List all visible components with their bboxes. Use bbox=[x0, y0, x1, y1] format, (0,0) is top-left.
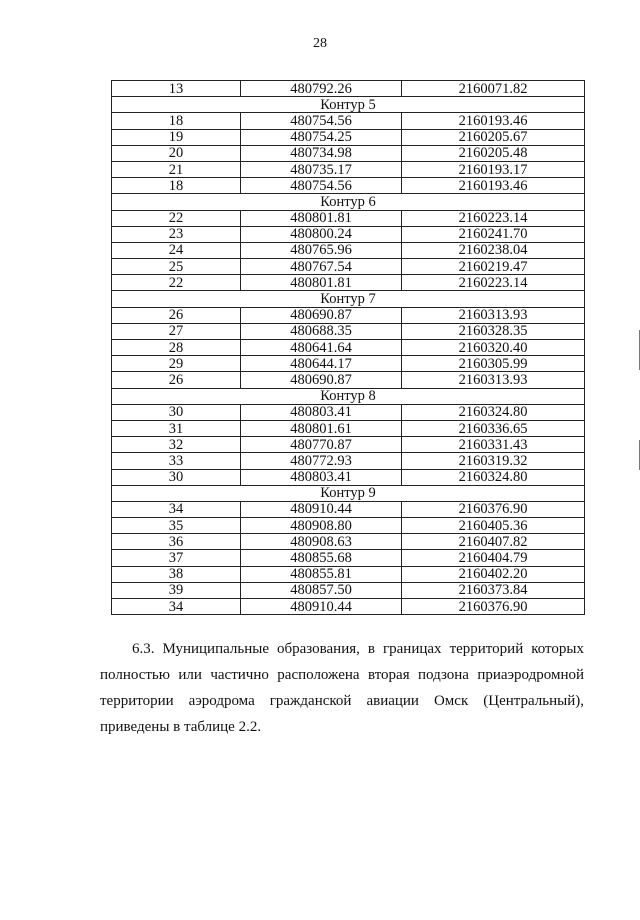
contour-header-row bbox=[112, 97, 585, 113]
y-coordinate-cell: 2160324.80 bbox=[402, 469, 585, 485]
y-coordinate-cell: 2160324.80 bbox=[402, 404, 585, 420]
x-coordinate-cell: 480754.25 bbox=[241, 129, 402, 145]
x-coordinate-cell: 480800.24 bbox=[241, 226, 402, 242]
contour-header-row bbox=[112, 194, 585, 210]
y-coordinate-cell: 2160071.82 bbox=[402, 81, 585, 97]
point-number-cell: 24 bbox=[112, 242, 241, 258]
contour-label: Контур 5 bbox=[112, 97, 585, 113]
table-row bbox=[112, 534, 585, 550]
y-coordinate-cell: 2160404.79 bbox=[402, 550, 585, 566]
x-coordinate-cell: 480803.41 bbox=[241, 469, 402, 485]
point-number-cell: 30 bbox=[112, 404, 241, 420]
y-coordinate-cell: 2160313.93 bbox=[402, 372, 585, 388]
contour-label: Контур 6 bbox=[112, 194, 585, 210]
point-number-cell: 26 bbox=[112, 372, 241, 388]
table-row bbox=[112, 437, 585, 453]
table-row bbox=[112, 550, 585, 566]
table-row bbox=[112, 129, 585, 145]
table-row bbox=[112, 582, 585, 598]
point-number-cell: 31 bbox=[112, 420, 241, 436]
y-coordinate-cell: 2160219.47 bbox=[402, 259, 585, 275]
y-coordinate-cell: 2160205.48 bbox=[402, 145, 585, 161]
y-coordinate-cell: 2160313.93 bbox=[402, 307, 585, 323]
point-number-cell: 20 bbox=[112, 145, 241, 161]
point-number-cell: 26 bbox=[112, 307, 241, 323]
x-coordinate-cell: 480641.64 bbox=[241, 340, 402, 356]
y-coordinate-cell: 2160405.36 bbox=[402, 518, 585, 534]
x-coordinate-cell: 480735.17 bbox=[241, 161, 402, 177]
x-coordinate-cell: 480792.26 bbox=[241, 81, 402, 97]
y-coordinate-cell: 2160402.20 bbox=[402, 566, 585, 582]
table-row bbox=[112, 275, 585, 291]
page-number: 28 bbox=[313, 36, 327, 51]
x-coordinate-cell: 480803.41 bbox=[241, 404, 402, 420]
x-coordinate-cell: 480734.98 bbox=[241, 145, 402, 161]
contour-header-row bbox=[112, 485, 585, 501]
y-coordinate-cell: 2160238.04 bbox=[402, 242, 585, 258]
point-number-cell: 35 bbox=[112, 518, 241, 534]
table-row bbox=[112, 599, 585, 615]
y-coordinate-cell: 2160373.84 bbox=[402, 582, 585, 598]
y-coordinate-cell: 2160407.82 bbox=[402, 534, 585, 550]
table-row bbox=[112, 210, 585, 226]
y-coordinate-cell: 2160205.67 bbox=[402, 129, 585, 145]
y-coordinate-cell: 2160376.90 bbox=[402, 599, 585, 615]
table-row bbox=[112, 356, 585, 372]
table-row bbox=[112, 259, 585, 275]
table-row bbox=[112, 145, 585, 161]
x-coordinate-cell: 480908.63 bbox=[241, 534, 402, 550]
point-number-cell: 27 bbox=[112, 323, 241, 339]
point-number-cell: 39 bbox=[112, 582, 241, 598]
x-coordinate-cell: 480908.80 bbox=[241, 518, 402, 534]
point-number-cell: 30 bbox=[112, 469, 241, 485]
x-coordinate-cell: 480690.87 bbox=[241, 307, 402, 323]
x-coordinate-cell: 480855.68 bbox=[241, 550, 402, 566]
point-number-cell: 33 bbox=[112, 453, 241, 469]
table-row bbox=[112, 372, 585, 388]
point-number-cell: 23 bbox=[112, 226, 241, 242]
y-coordinate-cell: 2160331.43 bbox=[402, 437, 585, 453]
contour-header-row bbox=[112, 388, 585, 404]
x-coordinate-cell: 480690.87 bbox=[241, 372, 402, 388]
point-number-cell: 18 bbox=[112, 113, 241, 129]
point-number-cell: 37 bbox=[112, 550, 241, 566]
table-row bbox=[112, 323, 585, 339]
point-number-cell: 18 bbox=[112, 178, 241, 194]
y-coordinate-cell: 2160223.14 bbox=[402, 210, 585, 226]
x-coordinate-cell: 480855.81 bbox=[241, 566, 402, 582]
y-coordinate-cell: 2160223.14 bbox=[402, 275, 585, 291]
y-coordinate-cell: 2160320.40 bbox=[402, 340, 585, 356]
x-coordinate-cell: 480801.81 bbox=[241, 210, 402, 226]
x-coordinate-cell: 480765.96 bbox=[241, 242, 402, 258]
x-coordinate-cell: 480772.93 bbox=[241, 453, 402, 469]
table-row bbox=[112, 226, 585, 242]
point-number-cell: 13 bbox=[112, 81, 241, 97]
point-number-cell: 29 bbox=[112, 356, 241, 372]
y-coordinate-cell: 2160305.99 bbox=[402, 356, 585, 372]
table-row bbox=[112, 242, 585, 258]
table-row bbox=[112, 420, 585, 436]
point-number-cell: 36 bbox=[112, 534, 241, 550]
table-row bbox=[112, 518, 585, 534]
x-coordinate-cell: 480754.56 bbox=[241, 113, 402, 129]
x-coordinate-cell: 480767.54 bbox=[241, 259, 402, 275]
point-number-cell: 32 bbox=[112, 437, 241, 453]
table-row bbox=[112, 113, 585, 129]
contour-label: Контур 8 bbox=[112, 388, 585, 404]
contour-label: Контур 7 bbox=[112, 291, 585, 307]
table-row bbox=[112, 307, 585, 323]
y-coordinate-cell: 2160336.65 bbox=[402, 420, 585, 436]
x-coordinate-cell: 480801.81 bbox=[241, 275, 402, 291]
point-number-cell: 34 bbox=[112, 501, 241, 517]
point-number-cell: 28 bbox=[112, 340, 241, 356]
x-coordinate-cell: 480910.44 bbox=[241, 501, 402, 517]
y-coordinate-cell: 2160376.90 bbox=[402, 501, 585, 517]
y-coordinate-cell: 2160241.70 bbox=[402, 226, 585, 242]
x-coordinate-cell: 480910.44 bbox=[241, 599, 402, 615]
point-number-cell: 25 bbox=[112, 259, 241, 275]
point-number-cell: 34 bbox=[112, 599, 241, 615]
table-row bbox=[112, 178, 585, 194]
paragraph-text: 6.3. Муниципальные образования, в границах территорий которых полностью или частично расположена вторая подзона приаэродромной территории аэродрома гражданской авиации Омск (Центральный), приведены в таблице 2.2. bbox=[100, 641, 584, 735]
table-row bbox=[112, 469, 585, 485]
x-coordinate-cell: 480688.35 bbox=[241, 323, 402, 339]
table-row bbox=[112, 404, 585, 420]
point-number-cell: 21 bbox=[112, 161, 241, 177]
contour-label: Контур 9 bbox=[112, 485, 585, 501]
x-coordinate-cell: 480770.87 bbox=[241, 437, 402, 453]
contour-header-row bbox=[112, 291, 585, 307]
y-coordinate-cell: 2160193.46 bbox=[402, 178, 585, 194]
point-number-cell: 22 bbox=[112, 275, 241, 291]
table-row bbox=[112, 501, 585, 517]
point-number-cell: 22 bbox=[112, 210, 241, 226]
x-coordinate-cell: 480754.56 bbox=[241, 178, 402, 194]
point-number-cell: 19 bbox=[112, 129, 241, 145]
x-coordinate-cell: 480857.50 bbox=[241, 582, 402, 598]
point-number-cell: 38 bbox=[112, 566, 241, 582]
x-coordinate-cell: 480801.61 bbox=[241, 420, 402, 436]
table-row bbox=[112, 161, 585, 177]
y-coordinate-cell: 2160328.35 bbox=[402, 323, 585, 339]
table-row bbox=[112, 340, 585, 356]
y-coordinate-cell: 2160319.32 bbox=[402, 453, 585, 469]
coordinates-table bbox=[111, 80, 585, 615]
y-coordinate-cell: 2160193.46 bbox=[402, 113, 585, 129]
x-coordinate-cell: 480644.17 bbox=[241, 356, 402, 372]
table-row bbox=[112, 566, 585, 582]
table-row bbox=[112, 81, 585, 97]
y-coordinate-cell: 2160193.17 bbox=[402, 161, 585, 177]
table-row bbox=[112, 453, 585, 469]
coordinates-table-body bbox=[112, 81, 585, 615]
